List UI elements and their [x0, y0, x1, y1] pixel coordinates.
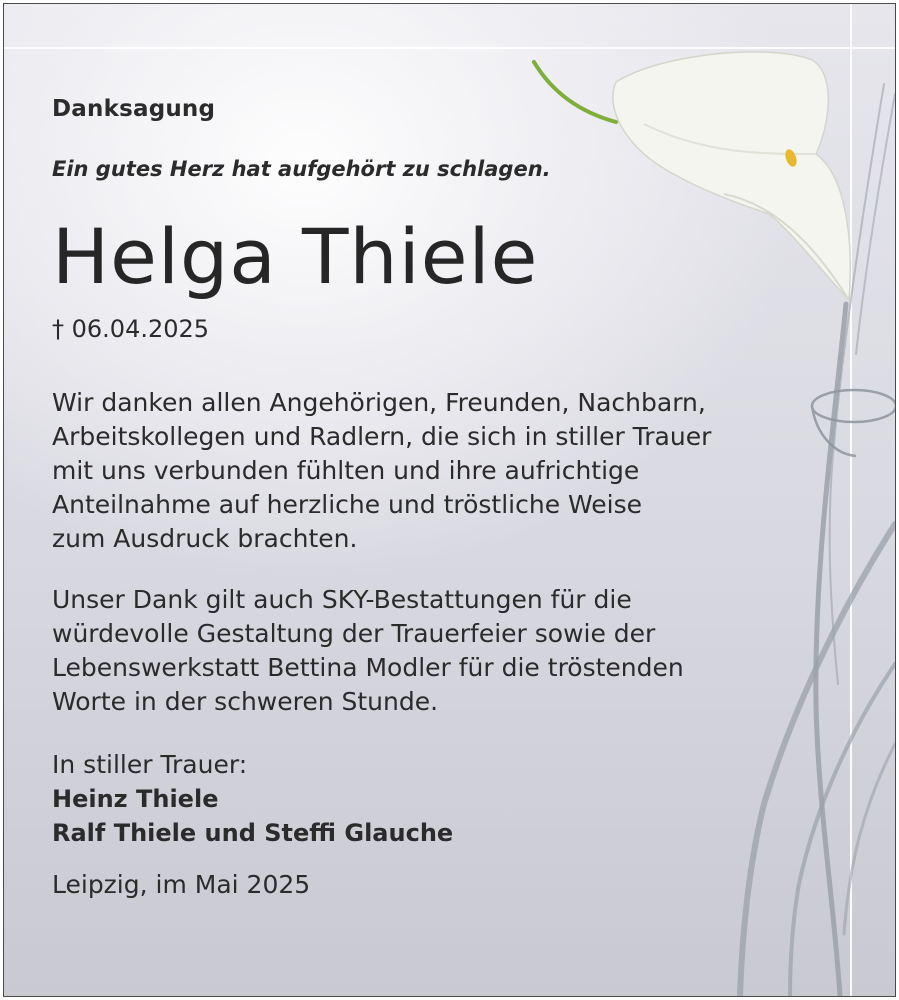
death-date: † 06.04.2025 — [52, 315, 210, 343]
calla-lily-icon — [534, 52, 850, 300]
mourner-name: Ralf Thiele und Steffi Glauche — [52, 819, 454, 847]
paragraph-line: Anteilnahme auf herzliche und tröstliche Weise — [52, 490, 643, 519]
notice-subheading: Ein gutes Herz hat aufgehört zu schlagen. — [52, 157, 551, 181]
paragraph-line: Worte in der schweren Stunde. — [52, 687, 439, 716]
paragraph-line: würdevolle Gestaltung der Trauerfeier sowie der — [52, 619, 656, 648]
thanks-paragraph — [52, 386, 711, 556]
closing-label: In stiller Trauer: — [52, 750, 248, 779]
paragraph-line: zum Ausdruck brachten. — [52, 524, 358, 553]
notice-heading: Danksagung — [52, 96, 216, 122]
mourners-block — [52, 748, 453, 850]
mourner-name: Heinz Thiele — [52, 785, 219, 813]
paragraph-line: Unser Dank gilt auch SKY-Bestattungen für die — [52, 585, 632, 614]
obituary-card — [3, 3, 896, 997]
paragraph-line: Lebenswerkstatt Bettina Modler für die tröstenden — [52, 653, 684, 682]
deceased-name: Helga Thiele — [52, 212, 539, 301]
acknowledgement-paragraph — [52, 583, 684, 719]
paragraph-line: Arbeitskollegen und Radlern, die sich in stiller Trauer — [52, 422, 712, 451]
paragraph-line: mit uns verbunden fühlten und ihre aufrichtige — [52, 456, 640, 485]
place-date: Leipzig, im Mai 2025 — [52, 870, 311, 899]
paragraph-line: Wir danken allen Angehörigen, Freunden, Nachbarn, — [52, 388, 706, 417]
stem-curl-icon — [812, 390, 895, 456]
